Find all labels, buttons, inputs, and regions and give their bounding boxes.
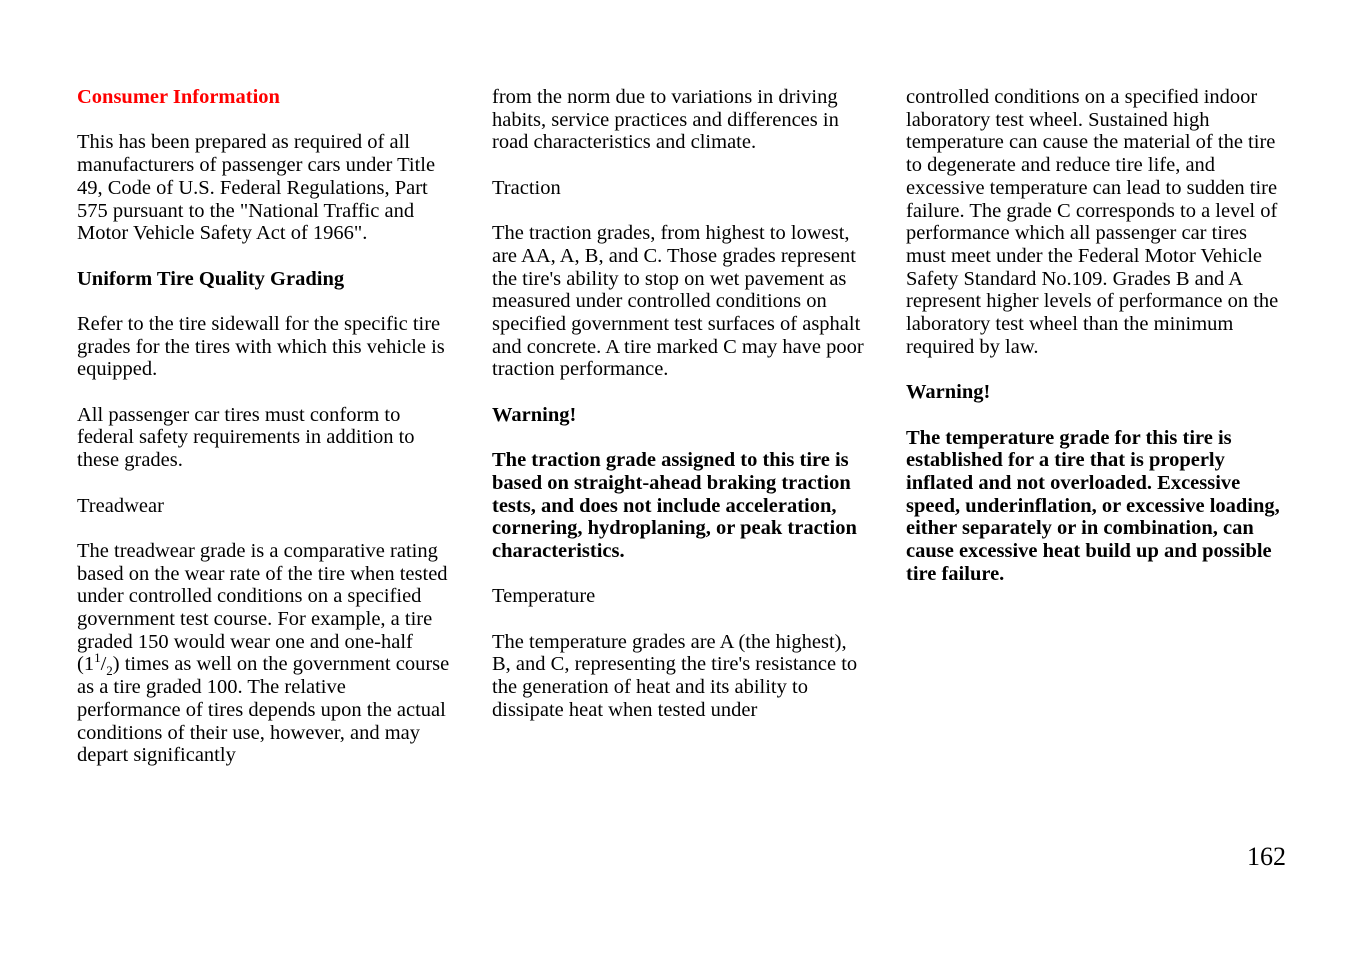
intro-paragraph: This has been prepared as required of all manufacturers of passenger cars under Title 49, Code of U.S. Federal Regulations, Part 575 pursuant to the "National Traffic and Motor Vehicle Safety Act of 1966". — [77, 131, 436, 245]
temperature-warning-text: The temperature grade for this tire is established for a tire that is properly inflated and not overloaded. Excessive speed, underinflation, or excessive loading, either separately or in combination, can cause excessive heat build up and possible tire failure. — [906, 426, 1280, 585]
temperature-title: Temperature — [492, 585, 596, 608]
fraction-numerator: 1 — [94, 650, 101, 666]
fraction-denominator: 2 — [106, 663, 113, 679]
column-3 — [906, 86, 1281, 608]
treadwear-paragraph — [77, 540, 452, 767]
fraction-slash: / — [100, 653, 107, 676]
refer-sidewall-paragraph: Refer to the tire sidewall for the specific tire grades for the tires with which this vehicle is equipped. — [77, 312, 445, 381]
column-2 — [492, 86, 867, 744]
section-heading-consumer-information: Consumer Information — [77, 86, 280, 108]
traction-warning-text: The traction grade assigned to this tire is based on straight-ahead braking traction tests, and does not include acceleration, cornering, hydroplaning, or peak traction characteristics. — [492, 449, 857, 562]
temperature-warning-label: Warning! — [906, 381, 991, 404]
traction-title: Traction — [492, 176, 561, 199]
continued-paragraph: from the norm due to variations in driving habits, service practices and differences in road characteristics and climate. — [492, 86, 839, 154]
treadwear-text-b: ) times as well on the government course as a tire graded 100. The relative performance of tires depends upon the actual conditions of their use, however, and may depart significantly — [77, 653, 450, 767]
subheading-uniform-tire-quality-grading: Uniform Tire Quality Grading — [77, 267, 345, 290]
continued-paragraph: controlled conditions on a specified indoor laboratory test wheel. Sustained high temperature can cause the material of the tire to degenerate and reduce tire life, and excessive temperature can lead to sudden tire failure. The grade C corresponds to a level of performance which all passenger car tires must meet under the Federal Motor Vehicle Safety Standard No.109. Grades B and A represent higher levels of performance on the laboratory test wheel than the minimum required by law. — [906, 86, 1279, 358]
traction-warning-label: Warning! — [492, 403, 577, 426]
conform-paragraph: All passenger car tires must conform to federal safety requirements in addition to these grades. — [77, 403, 415, 472]
page-number: 162 — [1247, 842, 1286, 871]
treadwear-title: Treadwear — [77, 494, 164, 517]
traction-paragraph: The traction grades, from highest to lowest, are AA, A, B, and C. Those grades represent the tire's ability to stop on wet pavement as measured under controlled conditions on specified government test surfaces of asphalt and concrete. A tire marked C may have poor traction performance. — [492, 222, 864, 381]
treadwear-text-a: The treadwear grade is a comparative rating based on the wear rate of the tire when tested under controlled conditions on a specified government test course. For example, a tire graded 150 would wear one and one-half (1 — [77, 539, 448, 676]
temperature-paragraph: The temperature grades are A (the highest), B, and C, representing the tire's resistance to the generation of heat and its ability to dissipate heat when tested under — [492, 630, 858, 721]
column-1 — [77, 86, 452, 790]
